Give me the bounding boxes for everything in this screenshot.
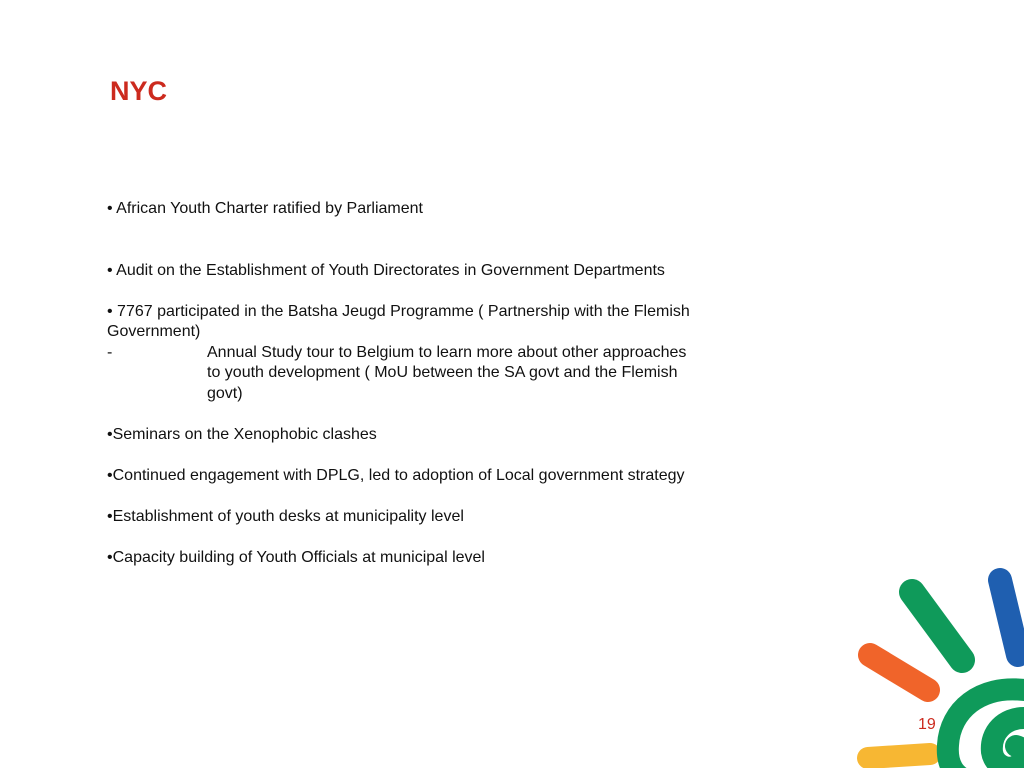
bullet-text: African Youth Charter ratified by Parliament bbox=[116, 200, 423, 217]
bullet-text: Capacity building of Youth Officials at municipal level bbox=[112, 548, 485, 566]
bullet-marker: • bbox=[107, 507, 113, 525]
bullet-text: Seminars on the Xenophobic clashes bbox=[112, 425, 377, 443]
bullet-item bbox=[107, 302, 707, 343]
page-number: 19 bbox=[918, 716, 936, 733]
logo-green-swirl bbox=[948, 689, 1024, 768]
sub-item-marker: - bbox=[107, 343, 113, 361]
bullet-item bbox=[107, 507, 707, 528]
bullet-marker: • bbox=[107, 261, 117, 279]
sun-swirl-logo bbox=[840, 560, 1024, 768]
bullet-marker: • bbox=[107, 200, 117, 217]
bullet-text: Audit on the Establishment of Youth Directorates in Government Departments bbox=[116, 261, 665, 279]
slide-title: NYC bbox=[110, 76, 168, 106]
bullet-marker: • bbox=[107, 548, 113, 566]
logo-blue-ray bbox=[1000, 580, 1018, 655]
bullet-text: Continued engagement with DPLG, led to adoption of Local government strategy bbox=[112, 466, 685, 484]
bullet-list bbox=[107, 199, 707, 568]
sub-item bbox=[107, 343, 707, 405]
bullet-item bbox=[107, 199, 707, 220]
bullet-text: 7767 participated in the Batsha Jeugd Programme ( Partnership with the Flemish Government) bbox=[107, 302, 690, 340]
bullet-item bbox=[107, 425, 707, 446]
bullet-text: Establishment of youth desks at municipality level bbox=[112, 507, 464, 525]
bullet-item bbox=[107, 466, 707, 487]
bullet-marker: • bbox=[107, 425, 113, 443]
sub-item-text: Annual Study tour to Belgium to learn more about other approaches to youth development ( MoU between the SA govt and the Flemish govt) bbox=[207, 343, 687, 402]
bullet-marker: • bbox=[107, 466, 113, 484]
bullet-item bbox=[107, 261, 707, 282]
logo-yellow-ray bbox=[868, 754, 930, 758]
bullet-marker: • bbox=[107, 302, 118, 320]
logo-green-ray bbox=[912, 592, 962, 660]
logo-orange-ray bbox=[870, 655, 928, 690]
bullet-item bbox=[107, 548, 707, 569]
